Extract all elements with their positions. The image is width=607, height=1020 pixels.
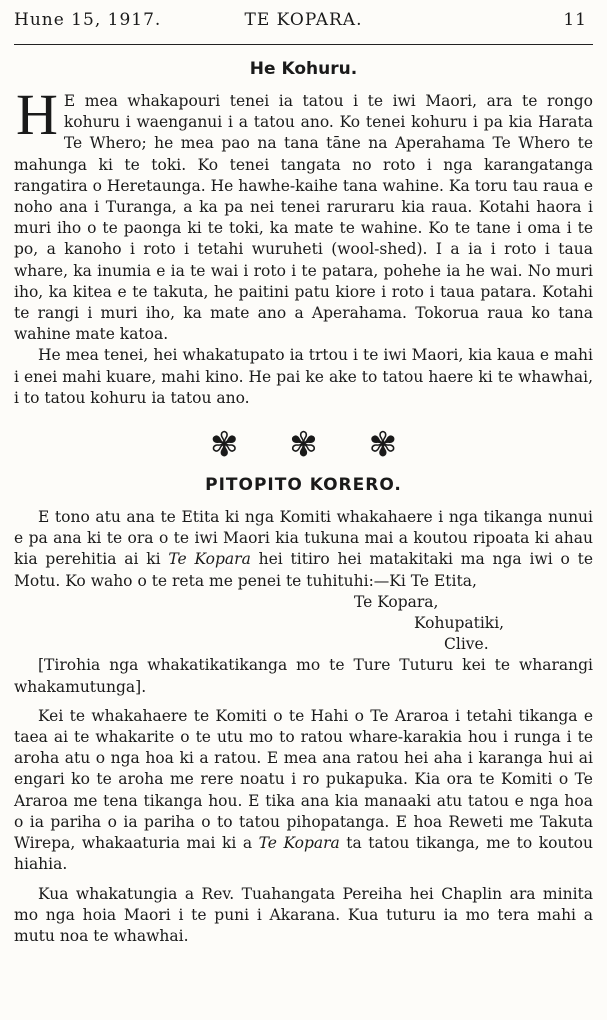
publication-name-italic: Te Kopara — [258, 834, 340, 853]
issue-date: Hune 15, 1917. — [14, 10, 162, 30]
article1-paragraph-1-text: E mea whakapouri tenei ia tatou i te iwi Maori, ara te rongo kohuru i waenganui i a tatou ano. Ko tenei kohuru i pa kia Harata Te Whero; he mea pao na tana tāne na Aperahama Te Whero te mahunga ki te toki. Ko tenei tangata no roto i nga karangatanga rangatira o Heretaunga. He hawhe-kaihe tana wahine. Ka toru tau raua e noho ana i Turanga, a ka pa nei tenei raruraru kia raua. Kotahi haora i muri iho o te paonga ki te toki, ka mate te wahine. Ko te tane i oma i te po, a kanoho i roto i tetahi wuruheti (wool-shed). I a ia i roto i taua whare, ka inumia e ia te wai i roto i te patara, pohehe ia he wai. No muri iho, ka kitea e te takuta, he paitini patu kiore i roto i taua patara. Kotahi te rangi i muri iho, ka mate ano a Aperahama. Tokorua raua ko tana wahine mate katoa. — [14, 92, 593, 344]
publication-name-italic: Te Kopara — [168, 550, 251, 569]
page-header — [14, 0, 593, 45]
address-line-1: Te Kopara, — [354, 592, 439, 611]
article2-paragraph-1-text-b: hei titiro hei matakitaki ma nga iwi o te Motu. Ko waho o te reta me penei te tuhituhi:—Ki Te Etita, — [14, 550, 593, 590]
mailing-address — [14, 592, 593, 656]
article2-paragraph-3: Kua whakatungia a Rev. Tuahangata Pereiha hei Chaplin ara minita mo nga hoia Maori i te puni i Akarana. Kua tuturu ia mo tera mahi a mutu noa te whawhai. — [14, 884, 593, 945]
page-number: 11 — [563, 10, 587, 30]
article2-paragraph-2-text-a: Kei te whakahaere te Komiti o te Hahi o Te Araroa i tetahi tikanga e taea ai te whakarite o te utu mo to ratou whare-karakia hou i runga i te aroha atu o nga hoa ki a ratou. E mea ana ratou hei aha i karanga hui ai engari ko te aroha me rere noatu i ro pukapuka. Kia ora te Komiti o Te Araroa me tena tikanga hou. E tika ana kia manaaki atu tatou e nga hoa o ia pariha o ia pariha o to tatou pihopatanga. E hoa Reweti me Takuta Wirepa, whakaaturia mai ki a — [14, 706, 593, 853]
article-title-pitopito-korero: PITOPITO KORERO. — [205, 475, 402, 496]
article1-paragraph-1 — [14, 82, 593, 345]
drop-cap: H — [16, 82, 58, 147]
flower-ornament-icon: ✾ — [368, 425, 398, 466]
article2-paragraph-1 — [14, 507, 593, 592]
address-line-2: Kohupatiki, — [414, 614, 505, 633]
article2-paragraph-2 — [14, 706, 593, 876]
masthead-title: TE KOPARA. — [244, 10, 363, 30]
bracket-note: [Tirohia nga whakatikatikanga mo te Ture Tuturu kei te wharangi whakamutunga]. — [14, 656, 593, 696]
article2-paragraph-2-text-b: ta tatou tikanga, me to koutou hiahia. — [14, 834, 593, 874]
flower-ornament-icon: ✾ — [289, 425, 318, 466]
article-title-he-kohuru: He Kohuru. — [249, 59, 358, 79]
address-line-3: Clive. — [444, 635, 489, 654]
article1-paragraph-2: He mea tenei, hei whakatupato ia trtou i te iwi Maori, kia kaua e mahi i enei mahi kuare, mahi kino. He pai ke ake to tatou haere ki te whawhai, i to tatou kohuru ia tatou ano. — [14, 346, 593, 407]
flower-ornament-icon: ✾ — [209, 425, 239, 466]
article2-paragraph-1-text-a: E tono atu ana te Etita ki nga Komiti whakahaere i nga tikanga nunui e pa ana ki te ora o te iwi Maori kia tukuna mai a koutou ripoata ki ahau kia perehitia ai ki — [14, 508, 593, 569]
section-divider — [14, 425, 593, 466]
